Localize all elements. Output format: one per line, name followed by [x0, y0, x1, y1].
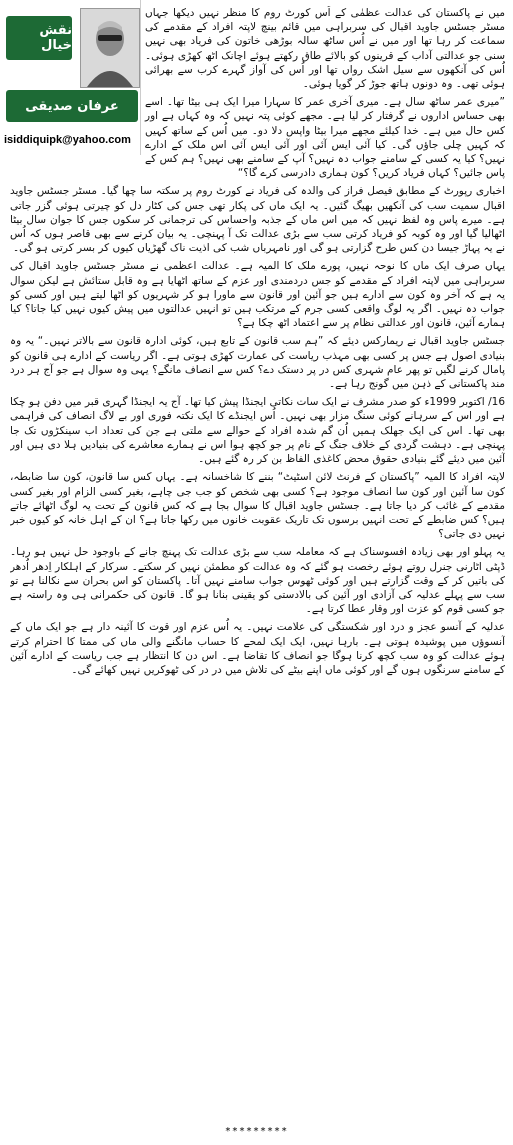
article-paragraph: میں نے پاکستان کی عدالت عظمٰی کے اُس کورٹ روم کا منظر نہیں دیکھا جہاں مسٹر جسٹس جاوید اقبال کی سربراہی میں قائم بینچ لاپتہ افراد کے مقدمے کی سماعت کر رہا تھا اور میں نے اُس ساٹھ سالہ بوڑھی خاتون کی فریاد بھی نہیں سنی جو عدالتی آداب کے قرینوں کو بالائے طاق رکھتے ہوئے اچانک اٹھ کھڑی ہوئی۔ اُس کی آنکھوں سے سیل اشک رواں تھا اور اُس کی آواز گہرے کرب سے بھرائی ہوئی تھی۔ وہ دونوں ہاتھ جوڑ کر گویا ہوئی۔ — [145, 7, 505, 91]
article-end-mark: ********* — [224, 1126, 289, 1137]
article-paragraph: اخباری رپورٹ کے مطابق فیصل فراز کی والدہ کی فریاد نے کورٹ روم پر سکتہ سا چھا گیا۔ مسٹر جسٹس جاوید اقبال سمیت سب کی آنکھیں بھیگ گئیں۔ یہ ایک ماں کی پکار تھی جس کی کٹار دل کو چیرتی ہوئی گزر جاتی ہے۔ میرے پاس وہ لفظ نہیں کہ میں اس ماں کے جذبہ واحساس کی ترجمانی کر سکوں جس کا جوان سال بیٹا اٹھالیا گیا اور وہ کوبہ کو فریاد کرتی سب سے بڑی عدالت تک آ پہنچی۔ یہ بیان کرنے سے بھی قاصر ہوں کہ اُس نے یہ پہاڑ جیسا دن کس طرح گزارتی ہو گی اور نامہرباں شب کی اذیت ناک گھڑیاں کیوں کر بسر کرتی ہو گی۔ — [10, 185, 505, 255]
article-paragraph: لاپتہ افراد کا المیہ ”پاکستان کے فرنٹ لائن اسٹیٹ“ بننے کا شاخسانہ ہے۔ یہاں کس سا قانون، کون سا ضابطہ، کون سا آئین اور کون سا انصاف موجود ہے؟ کسی بھی شخص کو جب جی چاہے، بغیر کسی الزام اور بغیر کسی مقدمے کے غائب کر دیا جاتا ہے۔ جسٹس جاوید اقبال کا سوال بجا ہے کہ کس قانون کے تحت یہ لوگ اٹھائے جاتے ہیں؟ کس ضابطے کے تحت انہیں برسوں تک تاریک عقوبت خانوں میں رکھا جاتا ہے؟ ان کے اہل خانہ کو کیوں خبر نہیں دی جاتی؟ — [10, 471, 505, 541]
author-name: عرفان صدیقی — [25, 98, 119, 114]
column-logo-text: نقش خیال — [39, 23, 72, 53]
article-paragraph: 16/ اکتوبر 1999ء کو صدر مشرف نے ایک سات نکاتی ایجنڈا پیش کیا تھا۔ آج یہ ایجنڈا گہری قبر میں دفن ہو چکا ہے اور اس کے سرہانے کوئی سنگ مزار بھی نہیں۔ اُس ایجنڈے کا ایک نکتہ فوری اور بے لاگ انصاف کی فراہمی بھی تھا۔ اس کی ایک جھلک ہمیں اُن گم شدہ افراد کے حوالے سے ملتی ہے جن کی تعداد اب سینکڑوں تک جا پہنچی ہے۔ دہشت گردی کے خلاف جنگ کے نام پر جو کچھ ہوا اس نے ہمارے معاشرے کی بنیادیں ہلا دی ہیں اور آئین میں دیئے گئے بنیادی حقوق محض کاغذی الفاظ بن کر رہ گئے ہیں۔ — [10, 396, 505, 466]
article-paragraph: عدلیہ کے آنسو عجز و درد اور شکستگی کی علامت نہیں۔ یہ اُس عزم اور قوت کا آئینہ دار ہے جو ایک ماں کے آنسوؤں میں پوشیدہ ہوتی ہے۔ بارہا نہیں، ایک ایک لمحے کا حساب مانگنے والی ماں کی ممتا کا احترام کرتے ہوئے عدالت کو وہ سب کچھ کرنا ہوگا جو انصاف کا تقاضا ہے۔ اس دن کا انتظار ہے جب ریاست کے ادارے آئین کے سامنے سرنگوں ہوں گے اور کوئی ماں اپنے بیٹے کی تلاش میں در در کی ٹھوکریں نہیں کھائے گی۔ — [10, 621, 505, 676]
author-email[interactable]: isiddiquipk@yahoo.com — [4, 134, 131, 146]
article-column — [10, 6, 505, 1126]
article-paragraph: یہ پہلو اور بھی زیادہ افسوسناک ہے کہ معاملہ سب سے بڑی عدالت تک پہنچ جانے کے باوجود حل نہیں ہو رہا۔ ڈپٹی اٹارنی جنرل روتے ہوئے رخصت ہو گئے کہ وہ عدالت کو مطمئن نہیں کر سکتے۔ سرکار کے اہلکار اِدھر اُدھر کی باتیں کر کے وقت گزارتے ہیں اور کوئی ٹھوس جواب سامنے نہیں آتا۔ پاکستان کو اس بحران سے نکالنا ہے تو سب سے پہلے عدلیہ کی آزادی اور آئین کی بالادستی کو یقینی بنانا ہو گا۔ قانون کی حکمرانی ہی وہ راستہ ہے جو کسی قوم کو عزت اور وقار عطا کرتا ہے۔ — [10, 546, 505, 616]
article-paragraph: جسٹس جاوید اقبال نے ریمارکس دیئے کہ ”ہم سب قانون کے تابع ہیں، کوئی ادارہ قانون سے بالاتر نہیں۔“ یہ وہ بنیادی اصول ہے جس پر کسی بھی مہذب ریاست کی عمارت کھڑی ہوتی ہے۔ اگر ریاست کے ادارے ہی قانون کو پامال کرنے لگیں تو پھر عام شہری کس در پر دستک دے؟ کس سے انصاف مانگے؟ یہی وہ سوال ہے جو آج ہر درد مند پاکستانی کے ذہن میں گونج رہا ہے۔ — [10, 335, 505, 391]
article-paragraph: ”میری عمر ساٹھ سال ہے۔ میری آخری عمر کا سہارا میرا ایک ہی بیٹا تھا۔ اسے بھی حساس اداروں نے گرفتار کر لیا ہے۔ مجھے کوئی پتہ نہیں کہ وہ کہاں ہے اور کس حال میں ہے۔ خدا کیلئے مجھے میرا بیٹا واپس دلا دو۔ میں اُس کے ساتھ کہیں کہ کہیں چلی جاؤں گی۔ کیا آئی ایس آئی اور آئی ایس آئی اس ملک کے ادارے نہیں؟ کیا یہ کسی کے سامنے جواب دہ نہیں؟ آپ کے سامنے بھی نہیں؟ ہم کس کے پاس جائیں؟ کہاں فریاد کریں؟ کون ہماری دادرسی کرے گا؟“ — [145, 96, 505, 180]
article-paragraph: یہاں صرف ایک ماں کا نوحہ نہیں، پورے ملک کا المیہ ہے۔ عدالت اعظمی نے مسٹر جسٹس جاوید اقبال کی سربراہی میں لاپتہ افراد کے مقدمے کو جس دردمندی اور عزم کے ساتھ اٹھایا ہے وہ قابل ستائش ہے لیکن سوال یہ ہے کہ آخر وہ کون سے ادارے ہیں جو آئین اور قانون سے ماورا ہو کر شہریوں کو اٹھا لیتے ہیں اور کسی کو جواب دہ نہیں۔ اگر یہ لوگ واقعی کسی جرم کے مرتکب ہیں تو انہیں عدالتوں میں پیش کیوں نہیں کیا جاتا؟ کیا ہمارے آئین، قانون اور عدالتی نظام پر سے اعتماد اٹھ چکا ہے؟ — [10, 260, 505, 330]
